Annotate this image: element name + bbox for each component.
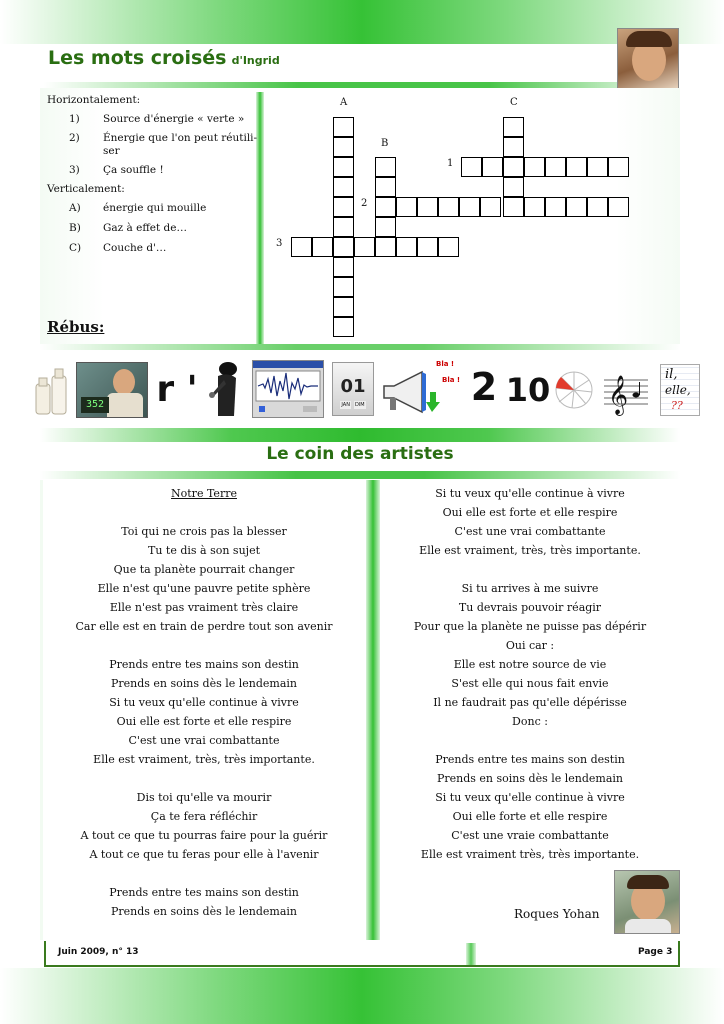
poem-line: Prends en soins dès le lendemain — [110, 905, 297, 918]
poem-line: Dis toi qu'elle va mourir — [136, 791, 272, 804]
cell-B4[interactable] — [375, 217, 396, 237]
cell-3-2[interactable] — [312, 237, 333, 257]
poem-line: C'est une vrai combattante — [128, 734, 280, 747]
cell-A9[interactable] — [333, 277, 354, 297]
question-text: ?? — [671, 399, 683, 412]
poem-line: Donc : — [512, 715, 548, 728]
poem-line: Elle est vraiment, très, très importante. — [419, 544, 641, 557]
footer-page: Page 3 — [638, 947, 673, 957]
footer-separator — [466, 943, 476, 965]
clue-h3-num: 3) — [69, 164, 80, 176]
cell-3-8[interactable] — [438, 237, 459, 257]
poem-line: Elle n'est qu'une pauvre petite sphère — [97, 582, 311, 595]
poem-line: Oui elle est forte et elle respire — [116, 715, 292, 728]
clue-h3-text: Ça souffle ! — [103, 164, 164, 176]
calendar-weekday: DIM — [354, 401, 365, 408]
clue-vc-text: Couche d'… — [103, 242, 167, 254]
cell-C5[interactable] — [503, 197, 524, 217]
cell-1-2[interactable] — [482, 157, 503, 177]
cell-C4[interactable] — [503, 177, 524, 197]
cell-A8[interactable] — [333, 257, 354, 277]
poem-line: Si tu veux qu'elle continue à vivre — [435, 791, 625, 804]
rebus-text-r: r ' — [156, 368, 198, 410]
poem-line: Elle est vraiment très, très importante. — [420, 848, 640, 861]
il-elle-card — [660, 364, 700, 416]
megaphone-icon — [380, 358, 468, 420]
rebus-number-2: 2 — [470, 365, 498, 409]
poem-line: Si tu veux qu'elle continue à vivre — [109, 696, 299, 709]
cell-B1[interactable] — [375, 157, 396, 177]
poem-line — [382, 560, 678, 579]
poem-line: Si tu veux qu'elle continue à vivre — [435, 487, 625, 500]
poem-line: Oui elle forte et elle respire — [452, 810, 608, 823]
page-subtitle: d'Ingrid — [231, 54, 280, 67]
cell-3-1[interactable] — [291, 237, 312, 257]
elle-text: elle, — [665, 383, 691, 397]
horizontal-heading: Horizontalement: — [47, 94, 141, 106]
cell-A3[interactable] — [333, 157, 354, 177]
label-C: C — [510, 97, 518, 108]
poem-line: A tout ce que tu pourras faire pour la guérir — [80, 829, 328, 842]
cell-1-6[interactable] — [566, 157, 587, 177]
cell-2-4[interactable] — [438, 197, 459, 217]
poem-line: Tu devrais pouvoir réagir — [458, 601, 602, 614]
bottom-decor-band — [0, 968, 724, 1024]
cell-2-11[interactable] — [587, 197, 608, 217]
megaphone-bubble-2: Bla ! — [442, 376, 461, 384]
page-title: Les mots croisés — [48, 47, 227, 69]
cell-C3[interactable] — [503, 157, 524, 177]
poem-line — [44, 503, 364, 522]
clue-vb-text: Gaz à effet de… — [103, 222, 187, 234]
clue-vb-num: B) — [69, 222, 81, 234]
poem-line: Elle est vraiment, très, très importante. — [93, 753, 315, 766]
cell-3-4[interactable] — [354, 237, 375, 257]
poem-line — [382, 731, 678, 750]
cell-3-7[interactable] — [417, 237, 438, 257]
cell-A11[interactable] — [333, 317, 354, 337]
cell-1-7[interactable] — [587, 157, 608, 177]
cell-2-9[interactable] — [545, 197, 566, 217]
artists-top-band — [40, 428, 680, 442]
clue-h1-num: 1) — [69, 113, 80, 125]
pie-slice-icon — [552, 368, 596, 412]
poem-right — [382, 484, 678, 864]
poem-line: Toi qui ne crois pas la blesser — [121, 525, 287, 538]
svg-text:𝄞: 𝄞 — [608, 375, 629, 415]
poem-line: Prends en soins dès le lendemain — [436, 772, 623, 785]
cell-A4[interactable] — [333, 177, 354, 197]
poem-line: Que ta planète pourrait changer — [113, 563, 295, 576]
poem-line: Ça te fera réfléchir — [150, 810, 258, 823]
poem-line: Il ne faudrait pas qu'elle dépérisse — [433, 696, 627, 709]
cell-A5[interactable] — [333, 197, 354, 217]
cell-B2[interactable] — [375, 177, 396, 197]
poem-author: Roques Yohan — [514, 907, 600, 921]
cell-B3[interactable] — [375, 197, 396, 217]
calendar-month: JAN — [341, 401, 350, 408]
poem-line — [44, 636, 364, 655]
label-3: 3 — [276, 238, 283, 249]
cell-C1[interactable] — [503, 117, 524, 137]
footer-issue: Juin 2009, n° 13 — [58, 947, 139, 957]
poem-line: Si tu arrives à me suivre — [461, 582, 599, 595]
poem-line: Car elle est en train de perdre tout son avenir — [75, 620, 333, 633]
artists-heading-underline — [40, 471, 680, 479]
treble-clef-icon — [604, 362, 648, 416]
poem-line: Tu te dis à son sujet — [147, 544, 261, 557]
cell-1-1[interactable] — [461, 157, 482, 177]
poem-line: Prends entre tes mains son destin — [109, 886, 299, 899]
poem-line: C'est une vraie combattante — [451, 829, 609, 842]
cell-A7[interactable] — [333, 237, 354, 257]
crossword-grid — [0, 0, 724, 350]
audio-waveform-window-icon — [252, 360, 324, 418]
label-1: 1 — [447, 158, 454, 169]
poem-line — [44, 769, 364, 788]
milk-bottles-icon — [34, 366, 70, 418]
alarm-clock-display: 352 — [81, 397, 109, 413]
poem-left — [44, 484, 364, 921]
clue-va-text: énergie qui mouille — [103, 202, 207, 214]
poem-line: Oui elle est forte et elle respire — [442, 506, 618, 519]
poem-line: A tout ce que tu feras pour elle à l'avenir — [89, 848, 319, 861]
megaphone-bubble-1: Bla ! — [436, 360, 455, 368]
poem-line: Oui car : — [505, 639, 555, 652]
man-with-alarm-clock-photo — [76, 362, 148, 418]
cell-3-6[interactable] — [396, 237, 417, 257]
cell-A1[interactable] — [333, 117, 354, 137]
poem-line: Elle est notre source de vie — [453, 658, 607, 671]
cell-1-5[interactable] — [545, 157, 566, 177]
clue-vc-num: C) — [69, 242, 82, 254]
poem-title: Notre Terre — [171, 487, 237, 500]
cell-2-8[interactable] — [524, 197, 545, 217]
poem-line: C'est une vrai combattante — [454, 525, 606, 538]
poem-line: Elle n'est pas vraiment très claire — [109, 601, 299, 614]
cell-2-10[interactable] — [566, 197, 587, 217]
clue-h2-text: Énergie que l'on peut réutili- — [103, 132, 258, 144]
poem-column-divider — [366, 480, 380, 940]
calendar-icon — [332, 362, 374, 416]
cell-2-3[interactable] — [417, 197, 438, 217]
il-text: il, — [665, 367, 678, 382]
poem-line: Pour que la planète ne puisse pas dépérir — [413, 620, 647, 633]
cell-C2[interactable] — [503, 137, 524, 157]
clue-h1-text: Source d'énergie « verte » — [103, 113, 245, 125]
cell-1-8[interactable] — [608, 157, 629, 177]
cell-A6[interactable] — [333, 217, 354, 237]
footer-bar — [44, 941, 680, 967]
clue-h2-num: 2) — [69, 132, 80, 144]
rebus-number-10: 10 — [505, 371, 551, 409]
poem-line: Prends entre tes mains son destin — [109, 658, 299, 671]
artists-heading: Le coin des artistes — [266, 444, 454, 464]
clue-va-num: A) — [69, 202, 81, 214]
label-2: 2 — [361, 198, 368, 209]
label-A: A — [340, 97, 348, 108]
cell-A10[interactable] — [333, 297, 354, 317]
rebus-heading: Rébus: — [47, 318, 105, 336]
clue-h2-text-cont: ser — [103, 145, 120, 157]
calendar-day: 01 — [340, 375, 366, 397]
cell-A2[interactable] — [333, 137, 354, 157]
cell-B5[interactable] — [375, 237, 396, 257]
cell-1-4[interactable] — [524, 157, 545, 177]
poem-line: S'est elle qui nous fait envie — [451, 677, 609, 690]
cell-2-6[interactable] — [480, 197, 501, 217]
cell-2-5[interactable] — [459, 197, 480, 217]
poem-line — [44, 864, 364, 883]
author-photo-yohan — [614, 870, 680, 934]
label-B: B — [381, 138, 389, 149]
poem-line: Prends en soins dès le lendemain — [110, 677, 297, 690]
cell-2-12[interactable] — [608, 197, 629, 217]
rebus-strip — [24, 352, 704, 428]
singer-silhouette-icon — [204, 360, 248, 420]
poem-line: Prends entre tes mains son destin — [435, 753, 625, 766]
vertical-heading: Verticalement: — [47, 183, 125, 195]
cell-2-2[interactable] — [396, 197, 417, 217]
